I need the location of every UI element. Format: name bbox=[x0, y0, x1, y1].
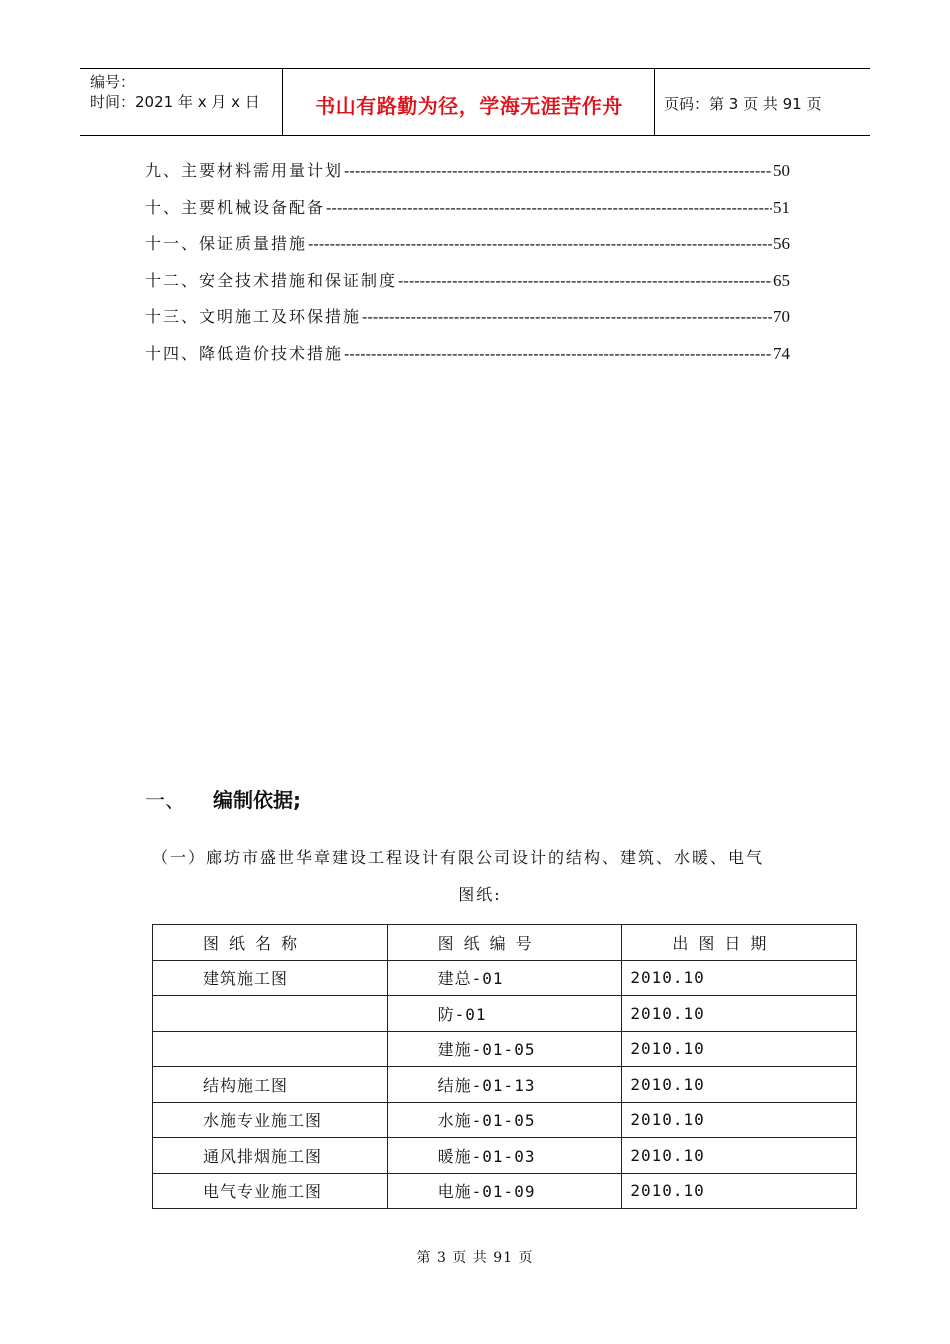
header-top-rule bbox=[80, 68, 870, 69]
toc-entry-page: 50 bbox=[773, 161, 790, 180]
toc-entry[interactable] bbox=[145, 341, 790, 378]
toc-leader bbox=[344, 344, 772, 363]
header-date: 时间：2021 年 x 月 x 日 bbox=[90, 93, 260, 111]
toc-entry[interactable] bbox=[145, 195, 790, 232]
table-row bbox=[153, 1067, 857, 1103]
toc-entry-title: 十二、安全技术措施和保证制度 bbox=[145, 270, 398, 290]
toc-entry-page: 51 bbox=[773, 197, 790, 217]
table-header-cell: 图纸名称 bbox=[153, 925, 388, 961]
toc-entry[interactable] bbox=[145, 231, 790, 268]
header-page-info: 页码：第 3 页 共 91 页 bbox=[664, 95, 822, 113]
table-cell: 结施-01-13 bbox=[387, 1067, 622, 1103]
toc-entry-page: 56 bbox=[773, 234, 790, 254]
section-heading bbox=[145, 784, 301, 813]
table-row bbox=[153, 1138, 857, 1174]
table-cell bbox=[153, 1031, 388, 1067]
table-header-row bbox=[153, 925, 857, 961]
table-of-contents bbox=[145, 158, 790, 378]
toc-entry-page: 65 bbox=[773, 270, 790, 290]
table-cell: 水施-01-05 bbox=[387, 1102, 622, 1138]
table-row bbox=[153, 960, 857, 996]
table-row bbox=[153, 1173, 857, 1209]
section-number: 一、 bbox=[145, 788, 185, 812]
toc-entry-page: 74 bbox=[773, 343, 790, 363]
drawings-table bbox=[152, 924, 857, 1209]
table-cell: 建施-01-05 bbox=[387, 1031, 622, 1067]
table-cell: 2010.10 bbox=[622, 996, 857, 1032]
header-motto: 书山有路勤为径，学海无涯苦作舟 bbox=[315, 94, 623, 118]
table-cell: 2010.10 bbox=[622, 960, 857, 996]
toc-entry-title: 九、主要材料需用量计划 bbox=[145, 161, 344, 180]
section-title: 编制依据; bbox=[213, 788, 301, 812]
toc-leader bbox=[362, 307, 772, 326]
table-cell: 防-01 bbox=[387, 996, 622, 1032]
table-cell: 水施专业施工图 bbox=[153, 1102, 388, 1138]
table-row bbox=[153, 1102, 857, 1138]
toc-leader bbox=[398, 271, 772, 290]
table-cell: 2010.10 bbox=[622, 1102, 857, 1138]
table-cell: 电气专业施工图 bbox=[153, 1173, 388, 1209]
header-meta bbox=[90, 72, 260, 112]
table-cell bbox=[153, 996, 388, 1032]
toc-entry[interactable] bbox=[145, 268, 790, 305]
table-cell: 2010.10 bbox=[622, 1031, 857, 1067]
table-cell: 建筑施工图 bbox=[153, 960, 388, 996]
toc-entry[interactable] bbox=[145, 158, 790, 195]
table-cell: 2010.10 bbox=[622, 1138, 857, 1174]
toc-entry-title: 十四、降低造价技术措施 bbox=[145, 343, 344, 363]
table-cell: 暖施-01-03 bbox=[387, 1138, 622, 1174]
toc-entry-page: 70 bbox=[773, 307, 790, 327]
toc-leader bbox=[308, 234, 772, 253]
toc-leader bbox=[344, 161, 772, 180]
table-header-cell: 出图日期 bbox=[622, 925, 857, 961]
table-header-cell: 图纸编号 bbox=[387, 925, 622, 961]
table-cell: 2010.10 bbox=[622, 1173, 857, 1209]
section-paragraph: （一）廊坊市盛世华章建设工程设计有限公司设计的结构、建筑、水暖、电气 bbox=[152, 848, 765, 867]
table-cell: 2010.10 bbox=[622, 1067, 857, 1103]
table-row bbox=[153, 996, 857, 1032]
table-cell: 结构施工图 bbox=[153, 1067, 388, 1103]
header-bottom-rule bbox=[80, 135, 870, 136]
page-footer: 第 3 页 共 91 页 bbox=[416, 1250, 534, 1266]
toc-entry-title: 十、主要机械设备配备 bbox=[145, 197, 326, 217]
toc-entry-title: 十三、文明施工及环保措施 bbox=[145, 307, 362, 327]
table-cell: 电施-01-09 bbox=[387, 1173, 622, 1209]
table-cell: 通风排烟施工图 bbox=[153, 1138, 388, 1174]
header-doc-number: 编号： bbox=[90, 73, 136, 91]
toc-entry-title: 十一、保证质量措施 bbox=[145, 234, 308, 254]
table-cell: 建总-01 bbox=[387, 960, 622, 996]
table-row bbox=[153, 1031, 857, 1067]
section-paragraph-continued: 图纸: bbox=[458, 885, 502, 904]
toc-leader bbox=[326, 198, 772, 217]
toc-entry[interactable] bbox=[145, 304, 790, 341]
